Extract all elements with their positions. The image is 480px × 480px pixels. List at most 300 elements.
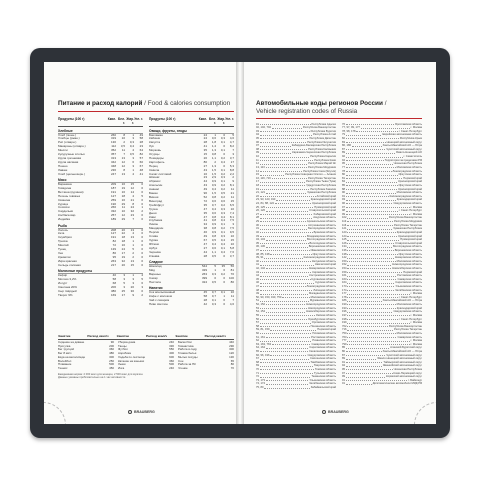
food-value: 18 — [121, 193, 125, 198]
food-value: 4 — [132, 231, 134, 236]
dot-leader — [260, 333, 311, 334]
region-code-row — [342, 382, 422, 386]
food-name: Сосиски — [58, 206, 70, 210]
region-name: Ленинградская область — [306, 285, 336, 289]
region-name: Республика Алтай — [313, 133, 336, 137]
dot-leader — [260, 214, 312, 215]
region-name: Алтайский край — [316, 194, 336, 198]
region-name: Чукотский автономный округ — [386, 147, 422, 151]
region-codes: 91 — [342, 360, 345, 364]
region-codes: 197 — [342, 313, 347, 317]
region-name: Иркутская область — [312, 252, 336, 256]
food-name: Сок апельсиновый — [149, 291, 176, 295]
food-name: Свёкла — [149, 168, 160, 172]
food-value: 0 — [223, 144, 225, 149]
region-codes: 196 — [342, 310, 347, 314]
header-c1: Ккал. — [198, 117, 207, 121]
food-value: 80 — [203, 159, 207, 164]
region-name: Иркутская область — [398, 183, 422, 187]
food-value: 1,4 — [211, 144, 216, 149]
food-value: 0,2 — [220, 187, 225, 192]
region-name: Ямало-Ненецкий автономный округ — [377, 357, 422, 361]
region-name: г. Москва — [410, 292, 422, 296]
region-codes: 29 — [256, 220, 259, 224]
food-value: 329 — [201, 267, 207, 272]
region-name: Липецкая область — [313, 288, 336, 292]
food-name: Банан — [149, 192, 158, 196]
food-name: Кета — [58, 232, 65, 236]
region-name: Дипломатические автомобили МИД РФ — [372, 382, 422, 386]
food-value: 319 — [110, 136, 116, 141]
brand-mark-icon — [322, 410, 326, 414]
dot-leader — [347, 225, 393, 226]
dot-leader — [346, 200, 396, 201]
food-value: 0 — [223, 267, 225, 272]
food-value: 67 — [139, 163, 143, 168]
food-name: Мюсли — [58, 149, 68, 153]
food-value: 0,3 — [220, 136, 225, 141]
region-name: Московская область — [310, 295, 336, 299]
dot-leader — [272, 344, 311, 345]
food-value: 2 — [132, 250, 134, 255]
food-name: Творог 9% — [58, 293, 73, 297]
food-value: 19 — [121, 185, 125, 190]
header-product: Продукты (100 г) — [149, 117, 176, 121]
food-section-heading: Сладкое — [149, 260, 234, 265]
region-name: Московская область — [396, 259, 422, 263]
region-codes: 199 — [342, 321, 347, 325]
food-value: 49 — [203, 187, 207, 192]
region-codes: 32 — [256, 230, 259, 234]
region-codes — [256, 122, 422, 394]
region-codes: 69 — [256, 364, 259, 368]
dot-leader — [266, 337, 310, 338]
food-name: Креветки — [58, 255, 71, 259]
food-value: 16 — [121, 189, 125, 194]
activity-header-cell: Занятие — [58, 334, 71, 338]
header-c3: Жир. г. — [126, 117, 134, 125]
food-name: Слива — [149, 235, 158, 239]
region-codes: 65 — [256, 350, 259, 353]
food-value: 0,9 — [211, 222, 216, 227]
activity-row — [58, 367, 114, 371]
food-value: 24 — [203, 136, 207, 141]
food-value: 0,1 — [220, 148, 225, 153]
food-name: Йогурт — [58, 281, 68, 285]
region-codes: 93 — [342, 198, 345, 202]
food-value: 95 — [112, 254, 116, 259]
food-name: Хлеб (цельнозерн.) — [58, 172, 85, 176]
food-value: 1,5 — [211, 191, 216, 196]
food-value: 2 — [232, 175, 234, 180]
left-page — [44, 62, 240, 424]
region-name: Республика Саха (Якутия) — [303, 169, 336, 173]
dot-leader — [346, 185, 398, 186]
region-codes: 71 — [256, 371, 259, 375]
activity-name: Бег трусцой — [58, 348, 74, 352]
dot-leader — [347, 304, 395, 305]
dot-leader — [266, 167, 307, 168]
food-value: 0,3 — [211, 271, 216, 276]
activity-kcal: 250 — [109, 358, 114, 363]
dot-leader — [270, 355, 306, 356]
activity-kcal: 70 — [230, 365, 234, 370]
region-codes: 799 — [342, 342, 347, 346]
food-name: Хек — [58, 251, 63, 255]
dot-leader — [347, 294, 409, 295]
activity-header-cell: Расход ккал/ч — [204, 334, 226, 338]
food-value: 357 — [110, 152, 116, 157]
food-value: 9,5 — [229, 230, 234, 235]
region-codes: 94 — [342, 158, 345, 162]
food-value: 28 — [203, 297, 207, 302]
dot-leader — [272, 178, 307, 179]
dot-leader — [270, 330, 316, 331]
activity-name: Работа в саду — [178, 348, 197, 352]
region-name: Калининградская область — [389, 194, 422, 198]
food-value: 16 — [121, 197, 125, 202]
food-row — [149, 255, 234, 259]
dot-leader — [260, 362, 310, 363]
region-codes: 113 — [342, 220, 347, 224]
activity-column — [178, 341, 234, 371]
region-name: Свердловская область — [307, 353, 336, 357]
dot-leader — [282, 297, 309, 298]
food-value: 24 — [130, 205, 134, 210]
food-value: 348 — [110, 163, 116, 168]
dot-leader — [347, 250, 393, 251]
food-value: 0,3 — [220, 234, 225, 239]
region-codes: 77, 97, 99, 177 — [342, 126, 360, 130]
food-value: 2 — [214, 159, 216, 164]
food-value: 0 — [223, 297, 225, 302]
region-codes: 50, 90, 150, 190, 750 — [256, 295, 282, 299]
food-value: 0,2 — [220, 226, 225, 231]
region-codes: 198 — [342, 317, 347, 321]
region-codes: 68 — [256, 360, 259, 364]
perforation-corner — [414, 402, 436, 424]
region-codes: 126 — [342, 241, 347, 245]
region-name: Кабардино-Балкарская Республика — [291, 144, 336, 148]
region-codes: 123 — [342, 230, 347, 234]
food-value: 1,1 — [211, 249, 216, 254]
food-value: 0,1 — [220, 222, 225, 227]
dot-leader — [346, 149, 385, 150]
activity-name: Гимнастика — [178, 344, 194, 348]
region-codes: 83 — [342, 140, 345, 144]
region-name: Чувашская Республика — [392, 227, 422, 231]
food-value: 68 — [112, 280, 116, 285]
region-name: Краснодарский край — [396, 198, 422, 202]
region-codes: 02, 102, 702 — [256, 126, 271, 130]
food-value: 0 — [223, 301, 225, 306]
food-value: 189 — [110, 217, 116, 222]
food-value: 3 — [123, 277, 125, 281]
region-code-row — [256, 385, 336, 389]
food-name: Шоколад — [149, 265, 162, 268]
region-name: Хабаровский край — [313, 212, 336, 216]
region-codes: 66, 96, 196 — [256, 353, 270, 357]
activity-header — [58, 334, 234, 340]
region-name: г. Севастополь — [403, 155, 422, 159]
food-value: 0 — [141, 197, 143, 202]
food-value: 0 — [141, 227, 143, 232]
codes-column-right — [342, 122, 422, 394]
activity-name: Прогулка — [58, 344, 71, 348]
header-product: Продукты (100 г) — [58, 117, 85, 121]
region-codes: 56 — [256, 317, 259, 321]
dot-leader — [346, 164, 393, 165]
brand-logo-right — [322, 410, 349, 414]
food-value: 1 — [214, 132, 216, 137]
region-name: Кировская область — [312, 270, 336, 274]
food-value: 12 — [130, 185, 134, 190]
region-name: Тульская область — [314, 371, 336, 375]
food-value: 13 — [121, 155, 125, 160]
region-name: Свердловская область — [393, 310, 422, 314]
food-value: 1 — [132, 239, 134, 244]
food-value: 352 — [110, 148, 116, 153]
region-codes: 74, 174 — [256, 382, 265, 386]
activity-kcal: 290 — [229, 343, 234, 348]
dot-leader — [346, 362, 382, 363]
activity-kcal: 300 — [229, 347, 234, 352]
activity-header-cell: Занятие — [175, 334, 188, 338]
region-name: Удмуртская Республика — [306, 183, 336, 187]
food-value: 217 — [110, 262, 116, 267]
activity-note: Ежедневная норма: 2 000 ккал для женщин, 2 500 ккал для мужчин. — [58, 372, 144, 376]
food-value: 0,6 — [220, 198, 225, 203]
food-value: 10 — [230, 290, 234, 295]
dot-leader — [260, 171, 302, 172]
food-value: 236 — [110, 167, 116, 172]
region-name: Ямало-Ненецкий АО — [396, 151, 422, 155]
activity-kcal: 360 — [169, 358, 174, 363]
region-name: Агинский Бурятский округ — [390, 346, 422, 350]
region-codes: 52, 152 — [256, 303, 265, 307]
region-codes: 154 — [342, 266, 347, 270]
region-codes: 53 — [256, 306, 259, 310]
food-value: 10 — [121, 136, 125, 141]
food-value: 0,4 — [220, 214, 225, 219]
food-value: 0 — [223, 132, 225, 137]
dot-leader — [347, 323, 409, 324]
food-name: Грейпфрут — [149, 203, 165, 207]
food-row — [58, 264, 143, 268]
region-codes: 31 — [256, 227, 259, 231]
header-c3: Жир. г. — [217, 117, 225, 125]
title-rule — [58, 111, 234, 112]
dot-leader — [260, 146, 291, 147]
food-name: Мёд — [149, 268, 155, 272]
region-name: Краснодарский край — [396, 230, 422, 234]
dot-leader — [347, 243, 394, 244]
dot-leader — [347, 247, 392, 248]
food-value: 127 — [110, 231, 116, 236]
region-codes: 48 — [256, 288, 259, 292]
region-codes: 59, 81, 159 — [256, 328, 270, 332]
region-name: Эвенкийский автономный округ — [382, 364, 422, 368]
region-name: Корякский автономный округ — [386, 375, 422, 379]
region-codes: 121 — [342, 227, 347, 231]
region-codes: 116 — [342, 223, 347, 227]
dot-leader — [266, 193, 306, 194]
region-name: Иркутская область — [398, 173, 422, 177]
food-value: 0 — [141, 247, 143, 252]
food-section-heading: Напитки — [149, 286, 234, 291]
food-value: 7,5 — [229, 218, 234, 223]
dot-leader — [346, 211, 398, 212]
region-name: Республика Северная Осетия — Алания — [285, 173, 336, 177]
food-table — [58, 117, 234, 331]
food-name: Ананас — [149, 188, 160, 192]
food-value: 8 — [123, 132, 125, 137]
food-name: Кукурузные хлопья — [58, 153, 85, 157]
region-codes: 163 — [342, 277, 347, 281]
region-name: Чеченская Республика — [393, 162, 422, 166]
region-codes: 87 — [342, 353, 345, 357]
region-codes: 33 — [256, 234, 259, 238]
food-value: 9 — [132, 292, 134, 297]
food-value: 45 — [203, 290, 207, 295]
activity-kcal: 500 — [169, 362, 174, 367]
region-codes: 82 — [342, 137, 345, 141]
dot-leader — [260, 232, 313, 233]
dot-leader — [260, 243, 309, 244]
region-codes: 85 — [342, 346, 345, 350]
dot-leader — [260, 315, 315, 316]
food-value: 15 — [130, 262, 134, 267]
food-section-heading: Рыба — [58, 224, 143, 229]
activity-name: Ходьба по лестнице — [118, 355, 146, 359]
food-value: 49 — [203, 234, 207, 239]
region-codes: 30 — [256, 223, 259, 227]
food-value: 38 — [203, 226, 207, 231]
food-value: 58 — [112, 277, 116, 281]
food-value: 3 — [132, 155, 134, 160]
food-value: 0,4 — [220, 159, 225, 164]
dot-leader — [346, 355, 385, 356]
region-codes: 36, 136 — [256, 245, 265, 249]
region-name: Пермский край — [317, 328, 336, 332]
food-name: Сельдь солёная — [58, 263, 81, 267]
region-name: Московская область — [396, 191, 422, 195]
region-name: Таймырский автономный округ — [383, 360, 422, 364]
food-value: 260 — [110, 132, 116, 137]
food-value: 4,6 — [229, 136, 234, 141]
food-value: 42 — [203, 301, 207, 306]
food-value: 0,6 — [211, 245, 216, 250]
food-name: Сахар — [149, 276, 158, 280]
food-section-heading: Хлебные — [58, 129, 143, 134]
region-codes: 70 — [256, 368, 259, 372]
food-value: 0,4 — [220, 218, 225, 223]
region-codes: 51 — [256, 299, 259, 303]
activity-kcal: 80 — [230, 362, 234, 367]
dot-leader — [346, 203, 392, 204]
food-value: 190 — [110, 201, 116, 206]
food-value: 0,5 — [220, 191, 225, 196]
dot-leader — [260, 286, 306, 287]
dot-leader — [347, 268, 391, 269]
food-value: 1,1 — [211, 155, 216, 160]
activity-column — [58, 341, 114, 371]
food-value: 22 — [121, 231, 125, 236]
dot-leader — [260, 124, 311, 125]
food-value: 3,7 — [229, 253, 234, 258]
food-value: 10 — [230, 206, 234, 211]
dot-leader — [346, 142, 386, 143]
food-value: 127 — [110, 193, 116, 198]
food-value: 20 — [203, 155, 207, 160]
food-value: 11 — [121, 148, 125, 153]
dot-leader — [260, 175, 284, 176]
food-value: 0,2 — [220, 183, 225, 188]
region-name: Мурманская область — [309, 299, 336, 303]
dot-leader — [346, 167, 396, 168]
food-value: 56 — [230, 264, 234, 268]
dot-leader — [347, 218, 387, 219]
food-value: 0 — [141, 213, 143, 218]
food-value: 3,7 — [229, 155, 234, 160]
food-value: 2 — [141, 292, 143, 297]
activity-kcal: 500 — [109, 362, 114, 367]
dot-leader — [347, 221, 393, 222]
food-value: 1,5 — [211, 167, 216, 172]
region-codes: 08 — [256, 147, 259, 151]
food-value: 0 — [223, 163, 225, 168]
dot-leader — [346, 196, 389, 197]
region-name: Ставропольский край — [309, 209, 336, 213]
dot-leader — [260, 366, 313, 367]
food-subtitle: / Food & calories consumption — [142, 100, 231, 107]
region-codes: 40 — [256, 259, 259, 263]
region-name: Новосибирская область — [306, 310, 336, 314]
region-name: Ростовская область — [397, 274, 422, 278]
activity-kcal: 200 — [109, 343, 114, 348]
activity-kcal: 450 — [109, 365, 114, 370]
dot-leader — [346, 160, 384, 161]
food-name: Крупа овсяная — [58, 160, 79, 164]
food-value: 0,5 — [211, 253, 216, 258]
food-name: Кабачки — [149, 137, 161, 141]
dot-leader — [260, 185, 305, 186]
region-name: Пермский край — [403, 270, 422, 274]
food-value: 0,5 — [129, 152, 134, 157]
food-name: Виноград — [149, 199, 163, 203]
food-value: 32 — [121, 258, 125, 263]
dot-leader — [347, 261, 395, 262]
brand-name: BRAUBERG — [134, 410, 155, 414]
food-value: 0,5 — [211, 279, 216, 284]
region-codes: 99 — [342, 375, 345, 379]
dot-leader — [260, 265, 314, 266]
food-value: 82 — [139, 152, 143, 157]
region-codes: 80 — [342, 350, 345, 353]
food-value: 0 — [141, 189, 143, 194]
food-value: 43 — [203, 183, 207, 188]
dot-leader — [260, 369, 314, 370]
food-value: 1 — [214, 267, 216, 272]
food-value: 17 — [230, 159, 234, 164]
region-name: Республика Карелия — [310, 155, 336, 159]
region-codes: 55 — [256, 313, 259, 317]
food-value: 0,7 — [211, 293, 216, 298]
food-name: Абрикос — [149, 180, 161, 184]
region-codes: 12 — [256, 162, 259, 166]
region-codes: 134 — [342, 245, 347, 249]
food-name: Апельсин — [149, 184, 163, 188]
